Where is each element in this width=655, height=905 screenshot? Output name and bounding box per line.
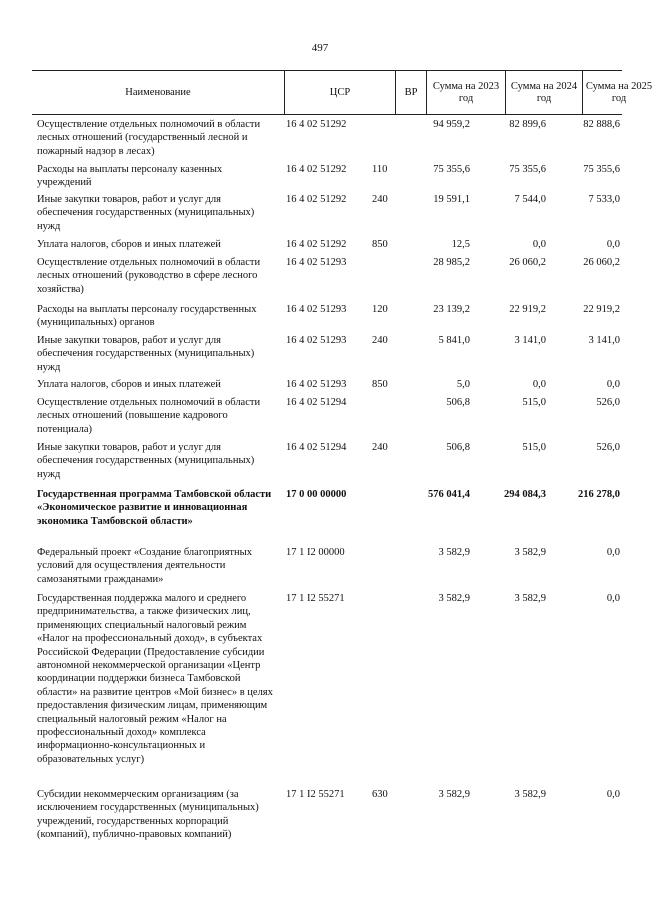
- row-sum-2023: 506,8: [446, 442, 470, 453]
- row-sum-2023: 75 355,6: [433, 164, 470, 175]
- row-name: Уплата налогов, сборов и иных платежей: [37, 239, 221, 250]
- row-sum-2025: 3 141,0: [588, 335, 620, 346]
- row-name: Иные закупки товаров, работ и услуг для обеспечения государственных (муниципальных) нужд: [37, 194, 255, 232]
- row-sum-2025: 0,0: [606, 379, 620, 390]
- row-sum-2024: 294 084,3: [504, 489, 546, 500]
- row-vr: 240: [372, 335, 388, 346]
- row-sum-2025: 0,0: [606, 593, 620, 604]
- header-csr: ЦСР: [329, 86, 351, 98]
- row-csr: 16 4 02 51292: [286, 119, 347, 130]
- row-csr: 17 1 I2 55271: [286, 593, 345, 604]
- row-sum-2025: 0,0: [606, 547, 620, 558]
- header-sum-2023: Сумма на 2023 год: [432, 80, 500, 104]
- row-name: Государственная программа Тамбовской области «Экономическое развитие и инновационная экономика Тамбовской области»: [37, 489, 272, 527]
- row-sum-2024: 515,0: [522, 442, 546, 453]
- row-csr: 16 4 02 51294: [286, 397, 347, 408]
- row-sum-2024: 0,0: [532, 379, 546, 390]
- row-sum-2023: 94 959,2: [433, 119, 470, 130]
- row-sum-2023: 12,5: [451, 239, 470, 250]
- row-csr: 17 1 I2 00000: [286, 547, 345, 558]
- row-name: Осуществление отдельных полномочий в области лесных отношений (руководство в сфере лесного хозяйства): [37, 257, 261, 295]
- row-sum-2025: 0,0: [606, 789, 620, 800]
- table-header: [32, 70, 653, 115]
- row-name: Иные закупки товаров, работ и услуг для обеспечения государственных (муниципальных) нужд: [37, 335, 255, 373]
- row-sum-2025: 75 355,6: [583, 164, 620, 175]
- row-name: Осуществление отдельных полномочий в области лесных отношений (повышение кадрового потенциала): [37, 397, 261, 435]
- row-csr: 17 1 I2 55271: [286, 789, 345, 800]
- row-sum-2024: 3 582,9: [514, 547, 546, 558]
- row-sum-2023: 3 582,9: [438, 593, 470, 604]
- row-csr: 16 4 02 51294: [286, 442, 347, 453]
- row-name: Государственная поддержка малого и среднего предпринимательства, а также физических лиц, применяющих специальный налоговый режим «Налог на профессиональный доход», в субъектах Российской Федерации (Предоставление субсидии автономной некоммерческой организации «Центр координации поддержки бизнеса Тамбовской области» на развитие центров «Мой бизнес» в целях предоставления физическим лицам, применяющим специальный налоговый режим «Налог на профессиональный доход» комплекса информационно-консультационных и образовательных услуг): [37, 593, 273, 765]
- row-sum-2024: 3 582,9: [514, 789, 546, 800]
- row-sum-2025: 7 533,0: [588, 194, 620, 205]
- row-csr: 16 4 02 51293: [286, 335, 347, 346]
- row-sum-2024: 515,0: [522, 397, 546, 408]
- row-vr: 120: [372, 304, 388, 315]
- row-sum-2025: 0,0: [606, 239, 620, 250]
- row-sum-2024: 26 060,2: [509, 257, 546, 268]
- row-csr: 16 4 02 51292: [286, 164, 347, 175]
- row-sum-2023: 576 041,4: [428, 489, 470, 500]
- row-sum-2025: 26 060,2: [583, 257, 620, 268]
- header-vr: ВР: [404, 86, 418, 98]
- row-sum-2023: 5 841,0: [438, 335, 470, 346]
- row-csr: 16 4 02 51292: [286, 239, 347, 250]
- row-name: Осуществление отдельных полномочий в области лесных отношений (государственный лесной и пожарный надзор в лесах): [37, 119, 261, 157]
- row-sum-2024: 22 919,2: [509, 304, 546, 315]
- row-sum-2025: 216 278,0: [578, 489, 620, 500]
- row-csr: 17 0 00 00000: [286, 489, 347, 500]
- row-csr: 16 4 02 51293: [286, 379, 347, 390]
- row-sum-2023: 3 582,9: [438, 789, 470, 800]
- row-name: Расходы на выплаты персоналу государственных (муниципальных) органов: [37, 304, 257, 329]
- header-sum-2025: Сумма на 2025 год: [585, 80, 653, 104]
- row-sum-2025: 22 919,2: [583, 304, 620, 315]
- row-name: Уплата налогов, сборов и иных платежей: [37, 379, 221, 390]
- row-sum-2024: 3 582,9: [514, 593, 546, 604]
- row-sum-2023: 19 591,1: [433, 194, 470, 205]
- row-vr: 850: [372, 239, 388, 250]
- row-sum-2023: 506,8: [446, 397, 470, 408]
- row-csr: 16 4 02 51293: [286, 304, 347, 315]
- row-sum-2024: 75 355,6: [509, 164, 546, 175]
- row-sum-2025: 526,0: [596, 397, 620, 408]
- row-csr: 16 4 02 51292: [286, 194, 347, 205]
- row-sum-2024: 82 899,6: [509, 119, 546, 130]
- row-sum-2023: 23 139,2: [433, 304, 470, 315]
- row-sum-2024: 3 141,0: [514, 335, 546, 346]
- row-sum-2025: 526,0: [596, 442, 620, 453]
- row-name: Иные закупки товаров, работ и услуг для обеспечения государственных (муниципальных) нужд: [37, 442, 255, 480]
- row-csr: 16 4 02 51293: [286, 257, 347, 268]
- row-vr: 240: [372, 442, 388, 453]
- row-name: Федеральный проект «Создание благоприятных условий для осуществления деятельности самозанятыми гражданами»: [37, 547, 252, 585]
- row-vr: 110: [372, 164, 388, 175]
- row-vr: 850: [372, 379, 388, 390]
- header-name: Наименование: [125, 86, 191, 98]
- row-vr: 630: [372, 789, 388, 800]
- row-sum-2024: 7 544,0: [514, 194, 546, 205]
- row-name: Субсидии некоммерческим организациям (за исключением государственных (муниципальных) учреждений, государственных корпораций (компаний), публично-правовых компаний): [37, 789, 259, 841]
- row-sum-2023: 28 985,2: [433, 257, 470, 268]
- row-vr: 240: [372, 194, 388, 205]
- row-sum-2024: 0,0: [532, 239, 546, 250]
- page-number: 497: [311, 42, 329, 54]
- row-sum-2023: 3 582,9: [438, 547, 470, 558]
- row-sum-2023: 5,0: [456, 379, 470, 390]
- row-sum-2025: 82 888,6: [583, 119, 620, 130]
- header-sum-2024: Сумма на 2024 год: [510, 80, 578, 104]
- row-name: Расходы на выплаты персоналу казенных учреждений: [37, 164, 223, 189]
